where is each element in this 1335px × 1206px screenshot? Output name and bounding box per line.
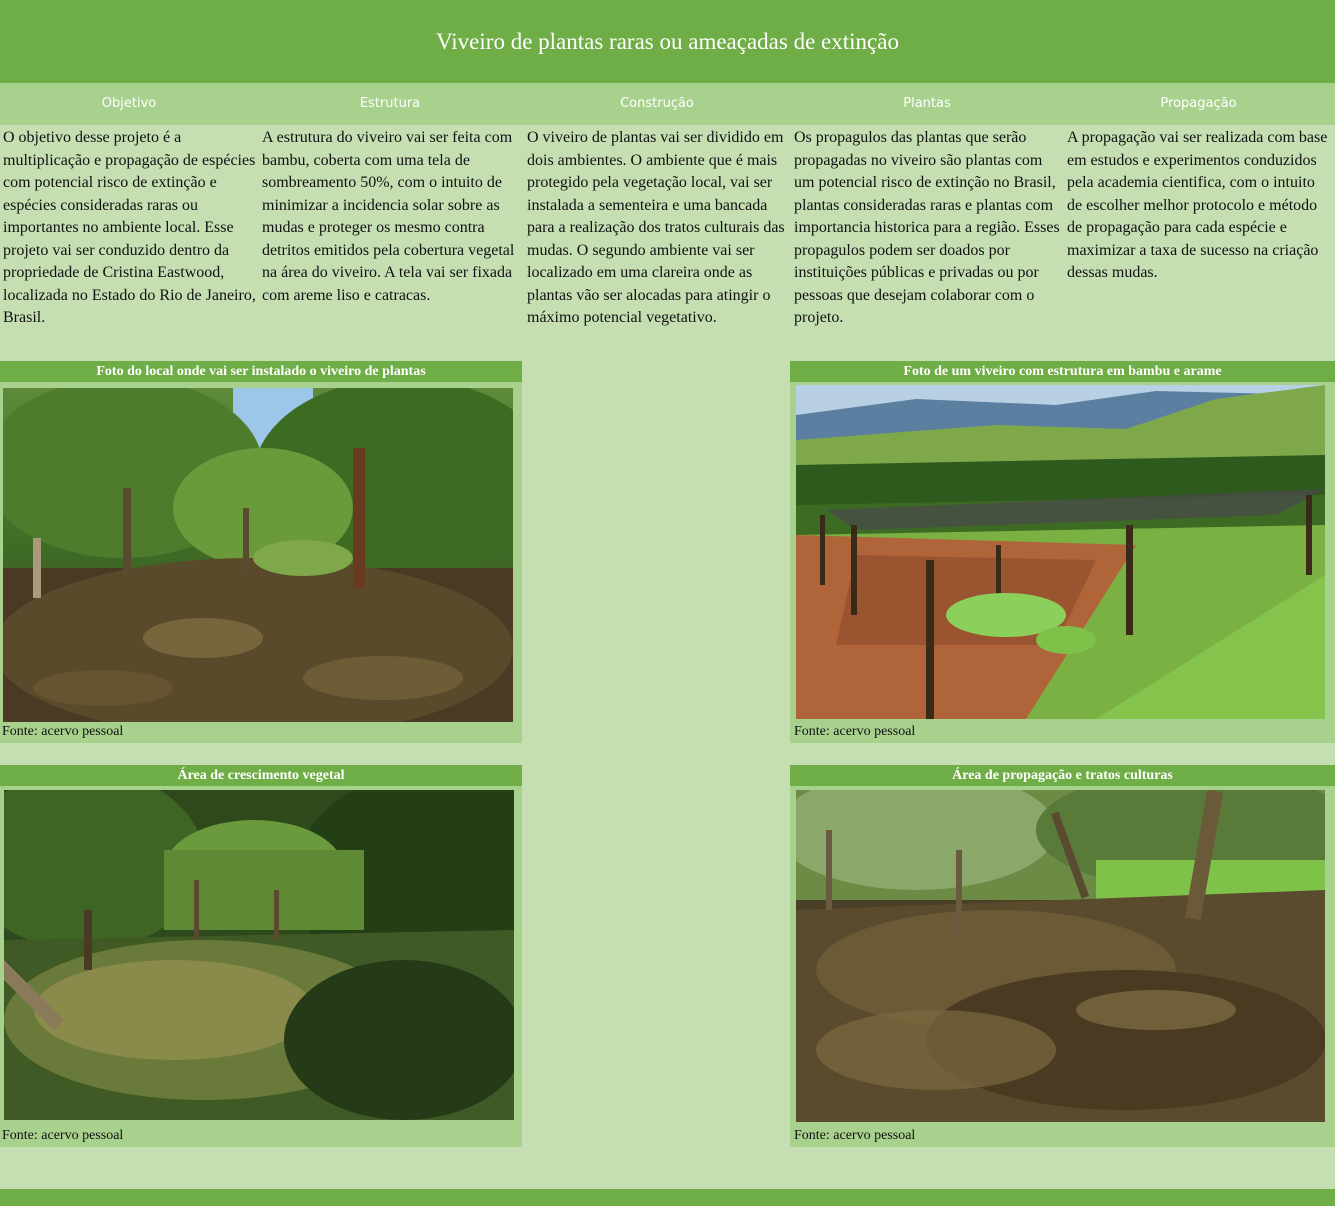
- page-header: [0, 0, 1335, 83]
- photo-orchard-shade: [796, 790, 1325, 1122]
- section-propagacao: [1067, 127, 1333, 337]
- section-estrutura: [262, 127, 520, 337]
- photo-grass-clearing: [4, 790, 514, 1120]
- photo-card-crescimento: [0, 765, 522, 1147]
- photo-caption: Fonte: acervo pessoal: [2, 1128, 124, 1143]
- section-tabs: [0, 83, 1335, 125]
- photo-card-local: [0, 361, 522, 743]
- tab-estrutura[interactable]: Estrutura: [359, 96, 421, 111]
- photo-title: Área de propagação e tratos culturas: [790, 765, 1335, 786]
- photo-caption: Fonte: acervo pessoal: [794, 1128, 916, 1143]
- photo-title: Foto de um viveiro com estrutura em bambu e arame: [790, 361, 1335, 382]
- objetivo-text: O objetivo desse projeto é a multiplicação e propagação de espécies com potencial risco de extinção e espécies consideradas raras ou importantes no ambiente local. Esse projeto vai ser conduzido dentro da propriedade de Cristina Eastwood, localizada no Estado do Rio de Janeiro, Brasil.: [3, 129, 256, 326]
- photo-caption: Fonte: acervo pessoal: [2, 724, 124, 739]
- section-plantas: [794, 127, 1062, 337]
- photo-card-propagacao: [790, 765, 1335, 1147]
- photo-forest-clearing: [3, 388, 513, 722]
- plantas-text: Os propagulos das plantas que serão propagadas no viveiro são plantas com um potencial risco de extinção no Brasil, plantas consideradas raras e plantas com importancia historica para a região. Esses propagulos podem ser doados por instituições públicas e privadas ou por pessoas que desejam colaborar com o projeto.: [794, 129, 1060, 326]
- section-construcao: [527, 127, 789, 338]
- photo-caption: Fonte: acervo pessoal: [794, 724, 916, 739]
- tab-propagacao[interactable]: Propagação: [1160, 96, 1237, 111]
- tab-objetivo[interactable]: Objetivo: [101, 96, 157, 111]
- propagacao-text: A propagação vai ser realizada com base em estudos e experimentos conduzidos pela academia cientifica, com o intuito de escolher melhor protocolo e método de propagação para cada espécie e maximizar a taxa de sucesso na criação dessas mudas.: [1067, 129, 1328, 281]
- photo-title: Foto do local onde vai ser instalado o viveiro de plantas: [0, 361, 522, 382]
- photo-shade-nursery: [796, 385, 1325, 719]
- section-objetivo: [3, 127, 259, 337]
- photo-title: Área de crescimento vegetal: [0, 765, 522, 786]
- tab-plantas[interactable]: Plantas: [903, 96, 951, 111]
- tab-construcao[interactable]: Construção: [620, 96, 694, 111]
- construcao-text: O viveiro de plantas vai ser dividido em dois ambientes. O ambiente que é mais protegido pela vegetação local, vai ser instalada a sementeira e uma bancada para a realização dos tratos culturais das mudas. O segundo ambiente vai ser localizado em uma clareira onde as plantas vão ser alocadas para atingir o máximo potencial vegetativo.: [527, 129, 785, 326]
- photo-card-viveiro: [790, 361, 1335, 743]
- estrutura-text: A estrutura do viveiro vai ser feita com bambu, coberta com uma tela de sombreamento 50%, com o intuito de minimizar a incidencia solar sobre as mudas e proteger os mesmo contra detritos emitidos pela cobertura vegetal na área do viveiro. A tela vai ser fixada com areme liso e catracas.: [262, 129, 515, 304]
- page-footer: [0, 1189, 1335, 1206]
- page-title: Viveiro de plantas raras ou ameaçadas de extinção: [436, 28, 899, 54]
